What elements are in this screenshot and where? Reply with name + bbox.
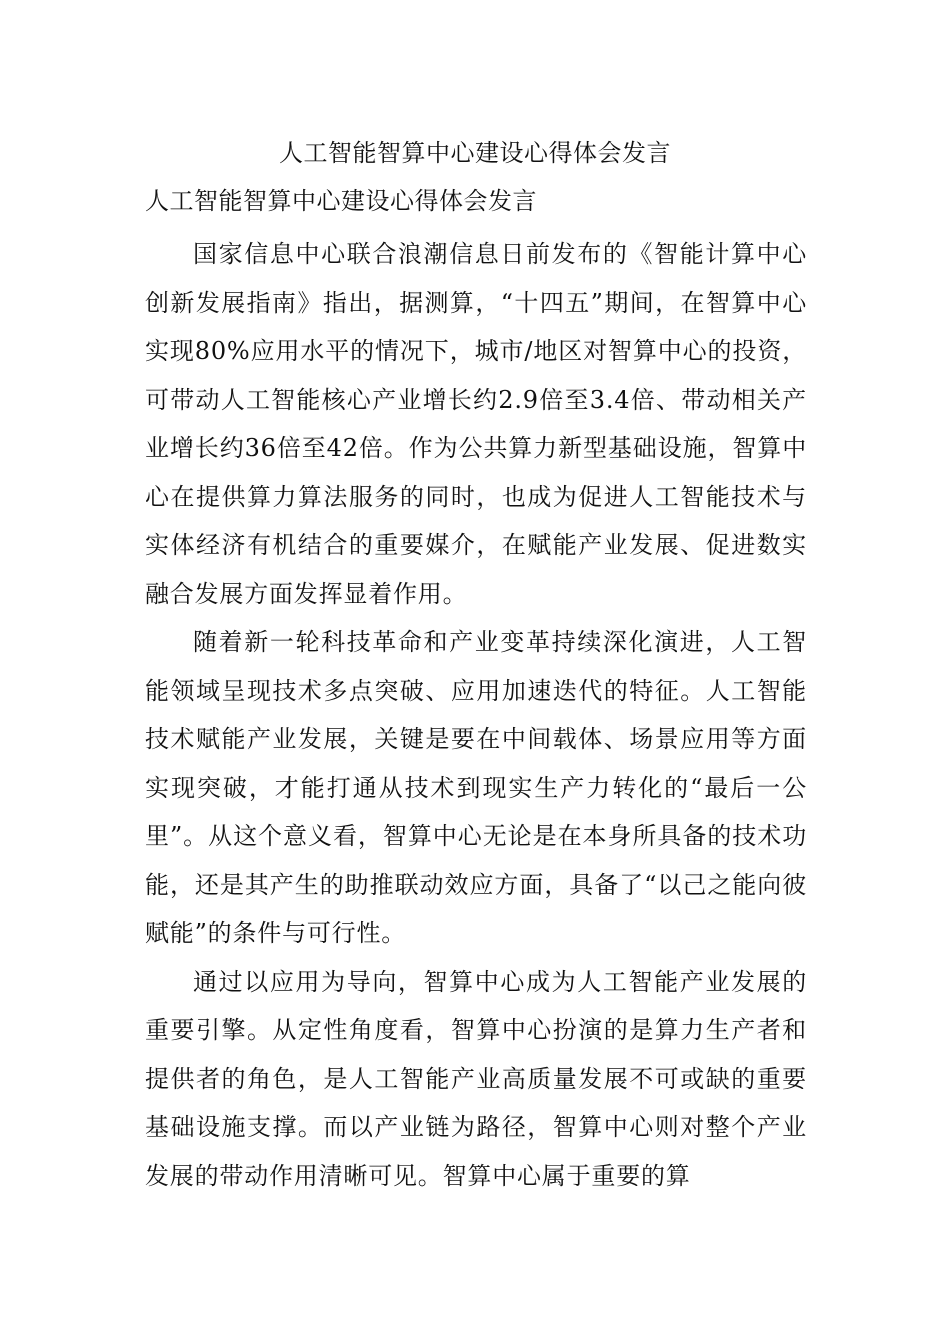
paragraph-3: 通过以应用为导向，智算中心成为人工智能产业发展的重要引擎。从定性角度看，智算中心扮演的是算力生产者和提供者的角色，是人工智能产业高质量发展不可或缺的重要基础设施支撑。而以产业链为路径，智算中心则对整个产业发展的带动作用清晰可见。智算中心属于重要的算 — [145, 967, 807, 1190]
document-body — [145, 230, 807, 1200]
paragraph-1: 国家信息中心联合浪潮信息日前发布的《智能计算中心创新发展指南》指出，据测算，“十四五”期间，在智算中心实现80%应用水平的情况下，城市/地区对智算中心的投资，可带动人工智能核心产业增长约2.9倍至3.4倍、带动相关产业增长约36倍至42倍。作为公共算力新型基础设施，智算中心在提供算力算法服务的同时，也成为促进人工智能技术与实体经济有机结合的重要媒介，在赋能产业发展、促进数实融合发展方面发挥显着作用。 — [145, 240, 807, 608]
document-subtitle: 人工智能智算中心建设心得体会发言 — [145, 187, 537, 215]
paragraph-2: 随着新一轮科技革命和产业变革持续深化演进，人工智能领域呈现技术多点突破、应用加速迭代的特征。人工智能技术赋能产业发展，关键是要在中间载体、场景应用等方面实现突破，才能打通从技术到现实生产力转化的“最后一公里”。从这个意义看，智算中心无论是在本身所具备的技术功能，还是其产生的助推联动效应方面，具备了“以己之能向彼赋能”的条件与可行性。 — [145, 628, 807, 947]
document-title: 人工智能智算中心建设心得体会发言 — [279, 139, 671, 167]
